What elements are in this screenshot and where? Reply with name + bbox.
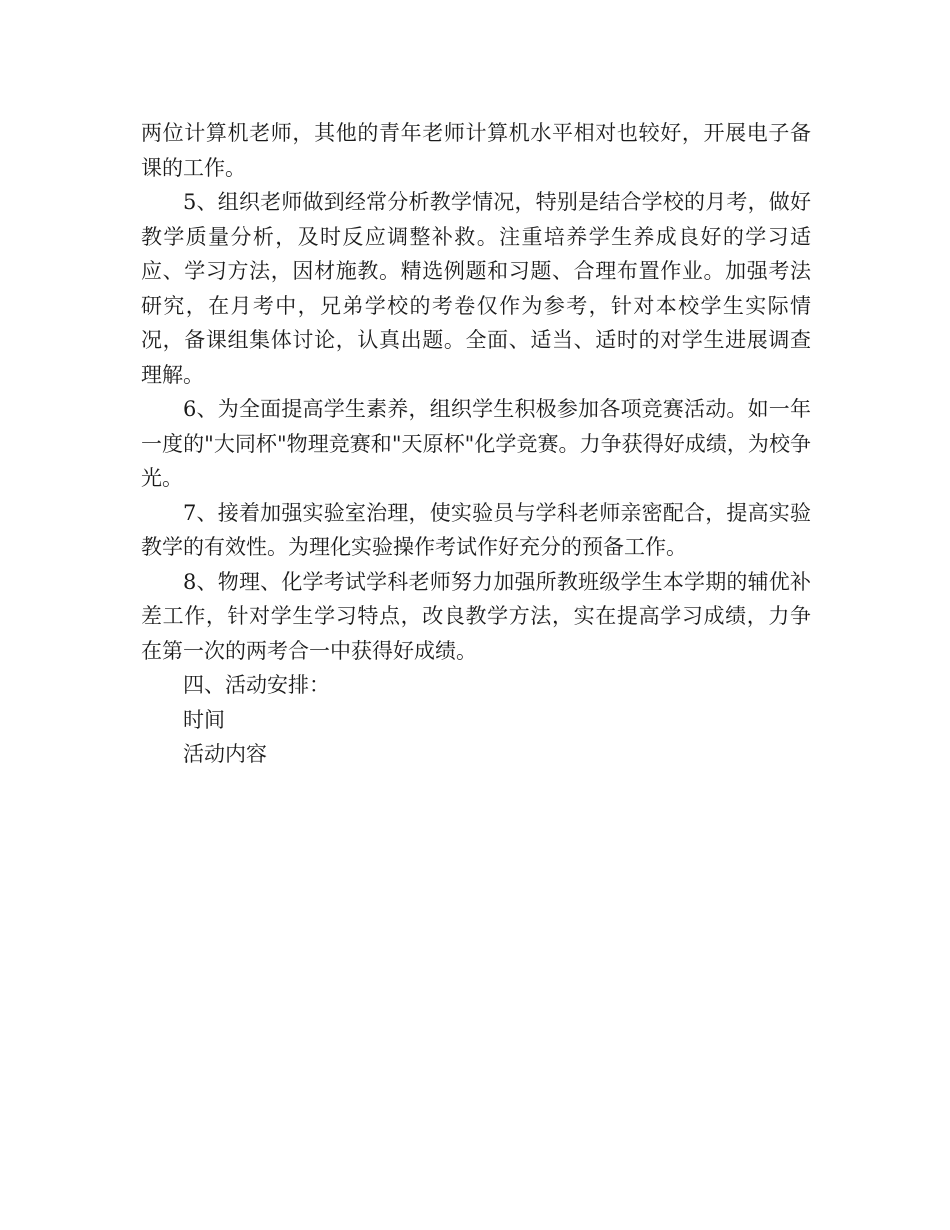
section-heading-activities: 四、活动安排： [183, 673, 330, 697]
label-activity-content: 活动内容 [183, 742, 267, 766]
paragraph-item-8: 8、物理、化学考试学科老师努力加强所教班级学生本学期的辅优补差工作，针对学生学习特点，改良教学方法，实在提高学习成绩，力争在第一次的两考合一中获得好成绩。 [141, 569, 811, 663]
label-time: 时间 [183, 707, 225, 732]
document-body [141, 116, 811, 772]
paragraph-item-7: 7、接着加强实验室治理，使实验员与学科老师亲密配合，提高实验教学的有效性。为理化实验操作考试作好充分的预备工作。 [141, 500, 811, 559]
paragraph-continuation: 两位计算机老师，其他的青年老师计算机水平相对也较好，开展电子备课的工作。 [141, 121, 811, 180]
paragraph-item-6: 6、为全面提高学生素养，组织学生积极参加各项竞赛活动。如一年一度的"大同杯"物理竞赛和"天原杯"化学竞赛。力争获得好成绩，为校争光。 [141, 397, 811, 490]
paragraph-item-5: 5、组织老师做到经常分析教学情况，特别是结合学校的月考，做好教学质量分析，及时反应调整补救。注重培养学生养成良好的学习适应、学习方法，因材施教。精选例题和习题、合理布置作业。加强考法研究，在月考中，兄弟学校的考卷仅作为参考，针对本校学生实际情况，备课组集体讨论，认真出题。全面、适当、适时的对学生进展调查理解。 [141, 190, 811, 387]
